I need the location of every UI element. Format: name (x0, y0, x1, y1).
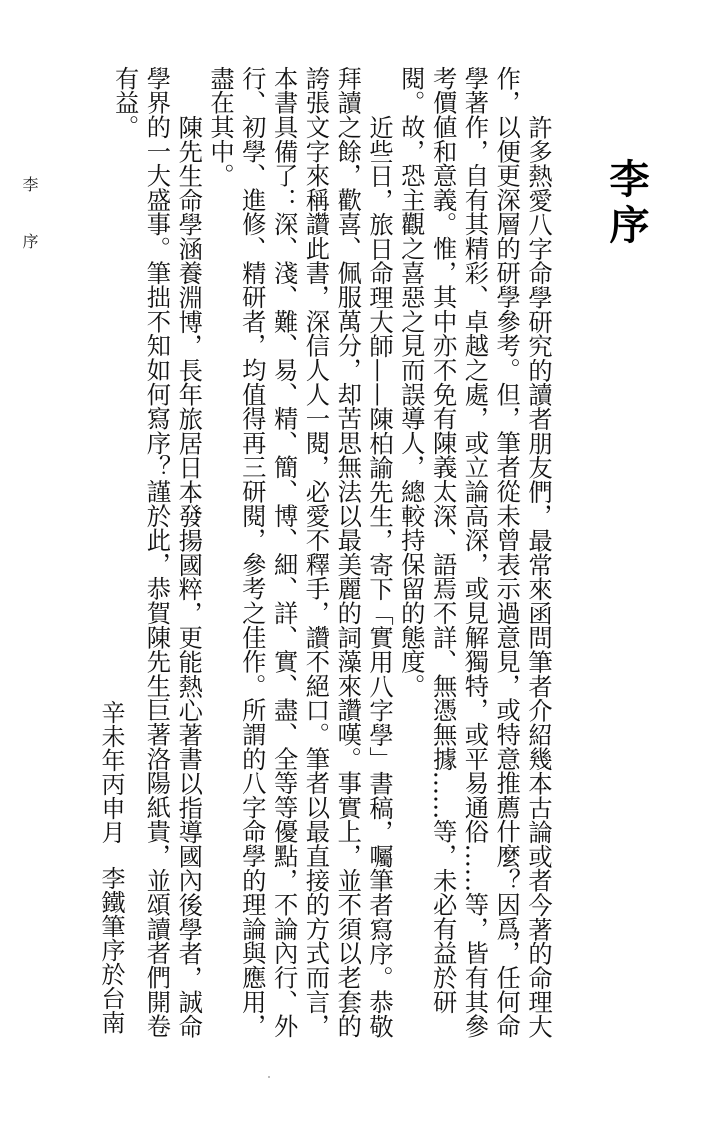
scan-speck (268, 1076, 270, 1078)
paragraph-1: 許多熱愛八字命學研究的讀者朋友們，最常來函問筆者介紹幾本古論或者今著的命理大作，以便更深層的研學參考。但，筆者從未曾表示過意見，或特意推薦什麼？因爲，任何命學著作，自有其精彩、卓越之處，或立論高深，或見解獨特，或平易通俗……等，皆有其參考價値和意義。惟，其中亦不免有陳義太深、語焉不詳、無憑無據……等，未必有益於研閱。故，恐主觀之喜惡之見而誤導人，總較持保留的態度。 (396, 66, 553, 1038)
page-title: 李序 (603, 158, 650, 250)
running-head: 李 序 (20, 176, 39, 268)
signature-date: 辛未年丙申月 (97, 700, 125, 844)
signature-author: 李鐵筆序於台南 (97, 866, 125, 1034)
signature-block (96, 700, 126, 1034)
paragraph-3: 陳先生命學涵養淵博，長年旅居日本發揚國粹，更能熱心著書以指導國內後學者，誠命學界的一大盛事。筆拙不知如何寫序？謹於此，恭賀陳先生巨著洛陽紙貴，並頌讀者們開卷有益。 (110, 66, 204, 1038)
preface-body (109, 66, 554, 1046)
paragraph-2: 近些日，旅日命理大師——陳柏諭先生，寄下「實用八字學」書稿，囑筆者寫序。恭敬拜讀之餘，歡喜、佩服萬分，却苦思無法以最美麗的詞藻來讚嘆。事實上，並不須以老套的誇張文字來稱讚此書，深信人人一閱，必愛不釋手，讚不絕口。筆者以最直接的方式而言，本書具備了：深、淺、難、易、精、簡、博、細、詳、實、盡、全等等優點，不論內行、外行、初學、進修、精研者，均值得再三研閱，參考之佳作。所謂的八字命學的理論與應用，盡在其中。 (206, 66, 395, 1038)
